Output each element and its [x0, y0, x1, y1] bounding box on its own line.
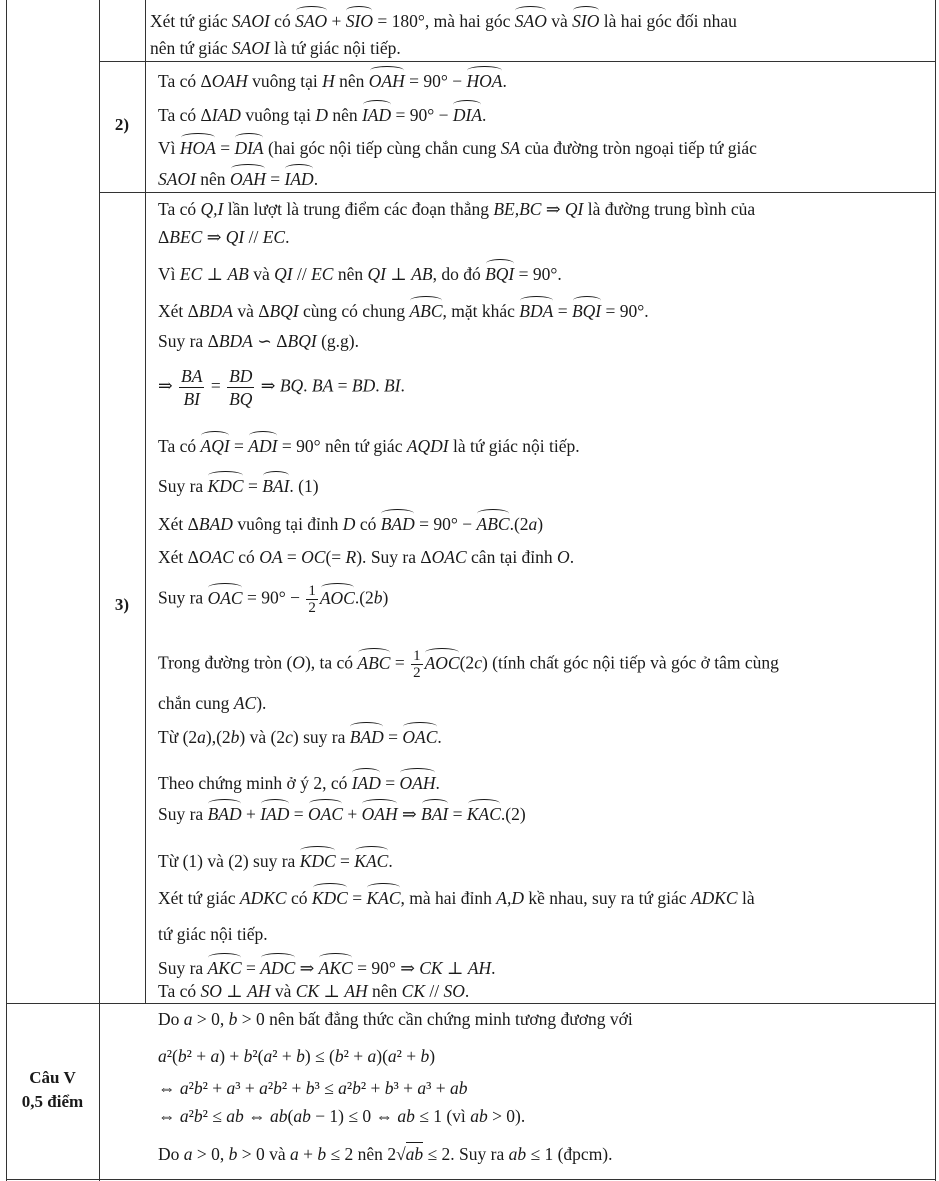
line-r3-4: Xét ΔBDA và ΔBQI cùng có chung ABC, mặt khác BDA = BQI = 90°. — [158, 301, 649, 321]
line-r3-13: chắn cung AC). — [158, 693, 267, 713]
row-divider-1 — [99, 61, 936, 62]
line-c5-1: Do a > 0, b > 0 nên bất đẳng thức cần chứng minh tương đương với — [158, 1009, 633, 1029]
line-r3-5: Suy ra ΔBDA ∽ ΔBQI (g.g). — [158, 331, 359, 351]
line-c5-5: Do a > 0, b > 0 và a + b ≤ 2 nên 2√ab ≤ 2. Suy ra ab ≤ 1 (đpcm). — [158, 1144, 613, 1164]
line-r3-11: Suy ra OAC = 90° − $\frac{1}{2}$ AOC.(2b) — [158, 583, 389, 616]
line-r3-7: Ta có AQI = ADI = 90° nên tứ giác AQDI là tứ giác nội tiếp. — [158, 436, 580, 456]
line-r3-17: Từ (1) và (2) suy ra KDC = KAC. — [158, 851, 393, 871]
line-r3-9: Xét ΔBAD vuông tại đỉnh D có BAD = 90° − ABC.(2a) — [158, 514, 544, 534]
line-r3-15: Theo chứng minh ở ý 2, có IAD = OAH. — [158, 773, 440, 793]
row-divider-3 — [6, 1003, 936, 1004]
line-c5-3: ⇔ a²b² + a³ + a²b² + b³ ≤ a²b² + b³ + a³ + ab — [158, 1078, 468, 1098]
line-c5-2: a²(b² + a) + b²(a² + b) ≤ (b² + a)(a² + b) — [158, 1046, 436, 1066]
line-r3-19: tứ giác nội tiếp. — [158, 924, 268, 944]
line-c5-4: ⇔ a²b² ≤ ab ⇔ ab(ab − 1) ≤ 0 ⇔ ab ≤ 1 (vì ab > 0). — [158, 1106, 526, 1126]
line-r2-3: Vì HOA = DIA (hai góc nội tiếp cùng chắn cung SA của đường tròn ngoại tiếp tứ giác — [158, 138, 757, 158]
line-r3-18: Xét tứ giác ADKC có KDC = KAC, mà hai đỉnh A,D kề nhau, suy ra tứ giác ADKC là — [158, 888, 755, 908]
line-r3-1: Ta có Q,I lần lượt là trung điểm các đoạn thẳng BE,BC ⇒ QI là đường trung bình của — [158, 199, 756, 219]
line-r3-21: Ta có SO ⊥ AH và CK ⊥ AH nên CK // SO. — [158, 981, 470, 1001]
line-r1-2: nên tứ giác SAOI là tứ giác nội tiếp. — [150, 38, 401, 58]
cau-5-points: 0,5 điểm — [21, 1092, 84, 1111]
line-r3-10: Xét ΔOAC có OA = OC(= R). Suy ra ΔOAC cân tại đỉnh O. — [158, 547, 575, 567]
cau-5-label — [6, 1060, 99, 1120]
part-3-label: 3) — [114, 595, 130, 614]
line-r3-6: ⇒ $\frac{BA}{BI}$ = $\frac{BD}{BQ}$ ⇒ BQ. BA = BD. BI. — [158, 366, 405, 409]
part-2-label: 2) — [114, 115, 130, 134]
line-r2-1: Ta có ΔOAH vuông tại H nên OAH = 90° − HOA. — [158, 71, 507, 91]
cau-5-title: Câu V — [29, 1068, 76, 1087]
line-r3-12: Trong đường tròn (O), ta có ABC = $\frac{1}{2}$ AOC(2c) (tính chất góc nội tiếp và góc ở tâm cùng — [158, 648, 779, 681]
line-r2-4: SAOI nên OAH = IAD. — [158, 169, 319, 189]
line-r1-1: Xét tứ giác SAOI có SAO + SIO = 180°, mà hai góc SAO và SIO là hai góc đối nhau — [150, 11, 737, 31]
line-r3-20: Suy ra AKC = ADC ⇒ AKC = 90° ⇒ CK ⊥ AH. — [158, 958, 496, 978]
table-divider-content — [145, 0, 146, 1004]
line-r3-16: Suy ra BAD + IAD = OAC + OAH ⇒ BAI = KAC.(2) — [158, 804, 526, 824]
line-r3-3: Vì EC ⊥ AB và QI // EC nên QI ⊥ AB, do đó BQI = 90°. — [158, 264, 562, 284]
line-r3-8: Suy ra KDC = BAI. (1) — [158, 476, 319, 496]
table-border-bottom — [6, 1179, 936, 1180]
row-divider-2 — [99, 192, 936, 193]
line-r3-14: Từ (2a),(2b) và (2c) suy ra BAD = OAC. — [158, 727, 442, 747]
line-r2-2: Ta có ΔIAD vuông tại D nên IAD = 90° − DIA. — [158, 105, 487, 125]
line-r3-2: ΔBEC ⇒ QI // EC. — [158, 227, 290, 247]
